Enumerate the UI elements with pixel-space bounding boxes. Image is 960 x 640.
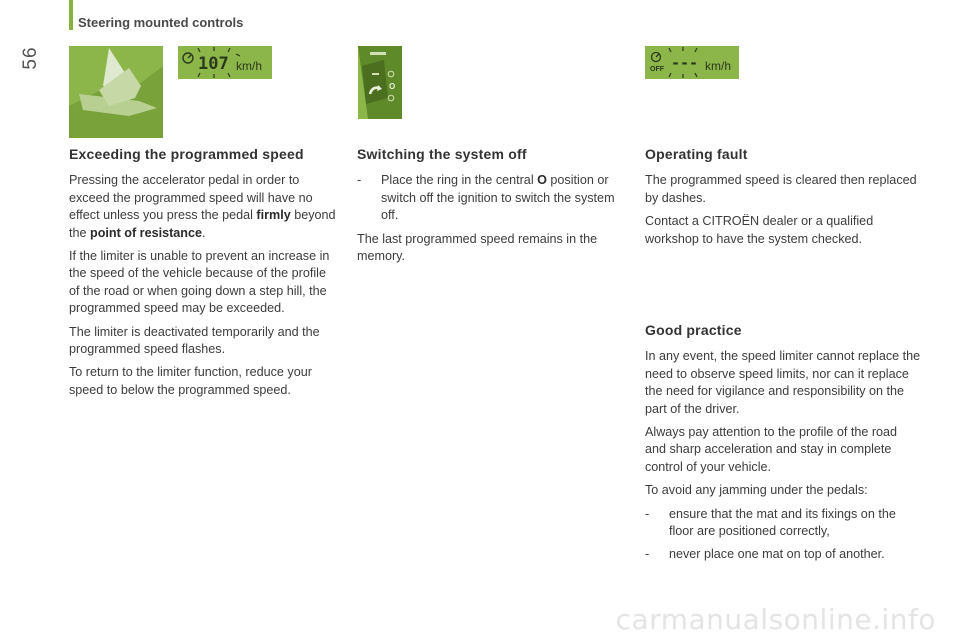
list-item: - ensure that the mat and its fixings on the floor are positioned correctly,: [645, 506, 896, 539]
section-accent-bar: [69, 0, 73, 30]
paragraph-road-profile: Always pay attention to the profile of the road and sharp acceleration and stay in complete control of your vehicle.: [645, 425, 898, 474]
limiter-switch-icon: [358, 46, 402, 119]
column-switching-off: [357, 146, 619, 271]
column-operating-fault: [645, 146, 917, 254]
display-dashes: ---: [671, 54, 699, 72]
paragraph-accelerator: Pressing the accelerator pedal in order to exceed the programmed speed will have no effect unless you press the pedal firmly beyond the point of resistance.: [69, 173, 336, 240]
paragraph-contact-dealer: Contact a CITROËN dealer or a qualified workshop to have the system checked.: [645, 214, 874, 246]
display-off-label: OFF: [650, 66, 664, 73]
list-item: - never place one mat on top of another.: [645, 547, 885, 562]
pedal-icon: [69, 46, 163, 138]
display-speed-value: 107: [198, 54, 229, 74]
paragraph-speed-limits: In any event, the speed limiter cannot replace the need to observe speed limits, nor can it replace the need for vigilance and responsibility on the part of the driver.: [645, 349, 921, 416]
watermark: carmanualsonline.info: [615, 603, 936, 636]
heading-switching-off: Switching the system off: [357, 146, 527, 162]
steering-switch-illustration: [358, 46, 402, 119]
paragraph-jamming: To avoid any jamming under the pedals:: [645, 483, 868, 498]
heading-operating-fault: Operating fault: [645, 146, 748, 162]
paragraph-return: To return to the limiter function, reduce your speed to below the programmed speed.: [69, 365, 312, 397]
accelerator-pedal-illustration: [69, 46, 163, 138]
list-item: - Place the ring in the central O position or switch off the ignition to switch the system off.: [357, 173, 615, 223]
speed-limiter-display-fault: [645, 46, 739, 79]
page-number: 56: [20, 46, 41, 70]
heading-exceeding-speed: Exceeding the programmed speed: [69, 146, 304, 162]
display-unit: km/h: [236, 59, 263, 73]
column-exceeding-speed: [69, 146, 339, 405]
paragraph-memory: The last programmed speed remains in the memory.: [357, 231, 598, 264]
display-unit: km/h: [705, 59, 732, 73]
paragraph-limiter-exceeded: If the limiter is unable to prevent an increase in the speed of the vehicle because of the profile of the road or when going down a step hill, the programmed speed may be exceeded.: [69, 249, 330, 316]
section-title: Steering mounted controls: [78, 15, 244, 30]
speed-limiter-display-flashing: [178, 46, 272, 79]
paragraph-deactivated: The limiter is deactivated temporarily and the programmed speed flashes.: [69, 324, 320, 357]
switch-position-o: O: [389, 82, 396, 91]
column-good-practice: [645, 322, 921, 570]
paragraph-cleared: The programmed speed is cleared then replaced by dashes.: [645, 173, 917, 205]
heading-good-practice: Good practice: [645, 322, 742, 338]
